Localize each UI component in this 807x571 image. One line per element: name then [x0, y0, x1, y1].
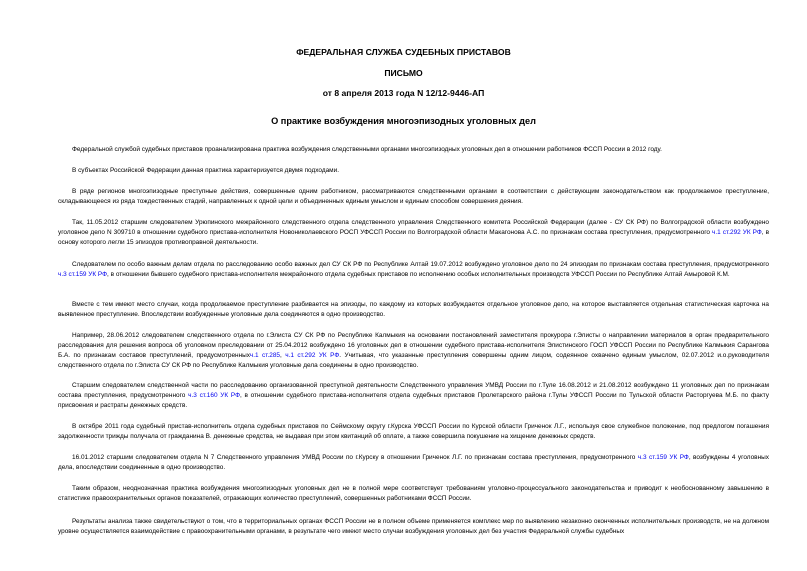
document-type: ПИСЬМО	[384, 68, 423, 78]
paragraph-4-text-a: Так, 11.05.2012 старшим следователем Урюпинского межрайонного следственного отдела следственного управления Следственного комитета Российской Федерации (далее - СУ СК РФ) по Волгоградской области возбуждено уголовное дело N 309710 в отношении судебного пристава-исполнителя Новониколаевского РОСП УФССП России по Волгоградской области Макагонова А.С. по признакам состава преступления, предусмотренного	[58, 219, 769, 236]
paragraph-8	[58, 381, 769, 411]
paragraph-1: Федеральной службой судебных приставов проанализирована практика возбуждения следственными органами многоэпизодных уголовных дел в отношении работников ФССП России в 2012 году.	[72, 146, 662, 153]
paragraph-10-text-a: 16.01.2012 старшим следователем отдела N 7 Следственного управления УМВД России по г.Курску в отношении Гриченок Л.Г. по признакам состава преступления, предусмотренного	[72, 454, 638, 461]
law-link-ch3-st160[interactable]: ч.3 ст.160 УК РФ	[188, 392, 240, 399]
paragraph-10-text-b: , возбуждены 4 уголовных дела, впоследствии соединенные в одно производство.	[58, 454, 769, 471]
paragraph-10	[58, 453, 769, 473]
paragraph-8-text-b: , в отношении судебного пристава-исполнителя отдела судебных приставов Пролетарского района г.Тулы УФССП России по Тульской области Расторгуева М.Б. по факту присвоения и растраты денежных средств.	[58, 392, 769, 409]
paragraph-8-text-a: Старшим следователем следственной части по расследованию организованной преступной деятельности Следственного управления УМВД России по г.Туле 16.08.2012 и 21.08.2012 возбуждено 11 уголовных дел по признакам состава преступления, предусмотренного	[58, 382, 769, 399]
paragraph-4-text-b: , в основу которого легли 15 эпизодов противоправной деятельности.	[58, 229, 770, 246]
paragraph-7	[58, 331, 769, 371]
document-title: О практике возбуждения многоэпизодных уголовных дел	[271, 116, 536, 126]
law-link-ch3-st159[interactable]: ч.3 ст.159 УК РФ	[58, 271, 108, 278]
paragraph-9: В октябре 2011 года судебный пристав-исполнитель отдела судебных приставов по Сеймскому округу г.Курска УФССП России по Курской области Гриченок Л.Г., используя свое служебное положение, под предлогом погашения задолженности трижды получала от гражданина В. денежные средства, не выдавая при этом квитанций об оплате, а также совершила покушение на хищение денежных средств.	[58, 423, 769, 440]
law-link-ch1-st285[interactable]: ч.1 ст.285	[249, 352, 281, 359]
law-link-ch1-st292[interactable]: ч.1 ст.292 УК РФ	[285, 352, 340, 359]
law-link-ch3-st159[interactable]: ч.3 ст.159 УК РФ	[637, 454, 689, 461]
paragraph-5-text-b: , в отношении бывшего судебного пристава-исполнителя межрайонного отдела судебных приставов по исполнению особых исполнительных производств УФССП России по Республике Алтай Амыровой К.М.	[107, 271, 730, 278]
document-date-number: от 8 апреля 2013 года N 12/12-9446-АП	[322, 88, 485, 98]
paragraph-7-text-b: . Учитывая, что указанные преступления совершены одним лицом, содеянное охвачено единым умыслом, 02.07.2012 и.о.руководителя следственного отдела по г.Элиста СУ СК РФ по Республике Калмыкия уголовные дела соединены в одно производство.	[58, 352, 769, 369]
paragraph-7-text-mid: ,	[280, 352, 286, 359]
paragraph-5-text-a: Следователем по особо важным делам отдела по расследованию особо важных дел СУ СК РФ по Республике Алтай 19.07.2012 возбуждено уголовное дело по 24 эпизодам по признакам состава преступления, предусмотренного	[72, 261, 769, 268]
agency-heading: ФЕДЕРАЛЬНАЯ СЛУЖБА СУДЕБНЫХ ПРИСТАВОВ	[296, 47, 511, 57]
paragraph-12: Результаты анализа также свидетельствуют о том, что в территориальных органах ФССП России не в полном объеме применяется комплекс мер по выявлению незаконно оконченных исполнительных производств, не на должном уровне осуществляется взаимодействие с правоохранительными органами, в результате чего имеют место случаи возбуждения уголовных дел без участия Федеральной службы судебных	[58, 518, 769, 535]
paragraph-2: В субъектах Российской Федерации данная практика характеризуется двумя подходами.	[72, 167, 339, 174]
law-link-ch1-st292[interactable]: ч.1 ст.292 УК РФ	[712, 229, 762, 236]
paragraph-5	[58, 260, 769, 280]
paragraph-3: В ряде регионов многоэпизодные преступные действия, совершенные одним работником, рассматриваются следственными органами в соответствии с действующим законодательством как продолжаемое преступление, складывающееся из ряда тождественных стадий, направленных к одной цели и объединенных единым умыслом и единым способом совершения деяния.	[58, 188, 769, 205]
paragraph-6: Вместе с тем имеют место случаи, когда продолжаемое преступление разбивается на эпизоды, по каждому из которых возбуждается отдельное уголовное дело, на которое выставляется отдельная статистическая карточка на выявленное преступление. Впоследствии возбужденные уголовные дела соединяются в одно производство.	[58, 301, 769, 318]
paragraph-11: Таким образом, неоднозначная практика возбуждения многоэпизодных уголовных дел не в полной мере соответствует требованиям уголовно-процессуального законодательства и приводит к необоснованному завышению в статистике правоохранительных органов показателей, отражающих количество преступлений, совершенных работниками ФССП России.	[58, 485, 769, 502]
paragraph-4	[58, 218, 769, 248]
paragraph-7-text-a: Например, 28.06.2012 следователем следственного отдела по г.Элиста СУ СК РФ по Республике Калмыкия на основании постановлений заместителя прокурора г.Элисты о направлении материалов в орган предварительного расследования для решения вопроса об уголовном преследовании от 25.04.2012 возбуждено 16 уголовных дел в отношении судебного пристава-исполнителя Элистинского ГОСП УФССП России по Республике Калмыкия Сарангова Б.А. по признакам составов преступлений, предусмотренных	[58, 332, 769, 359]
